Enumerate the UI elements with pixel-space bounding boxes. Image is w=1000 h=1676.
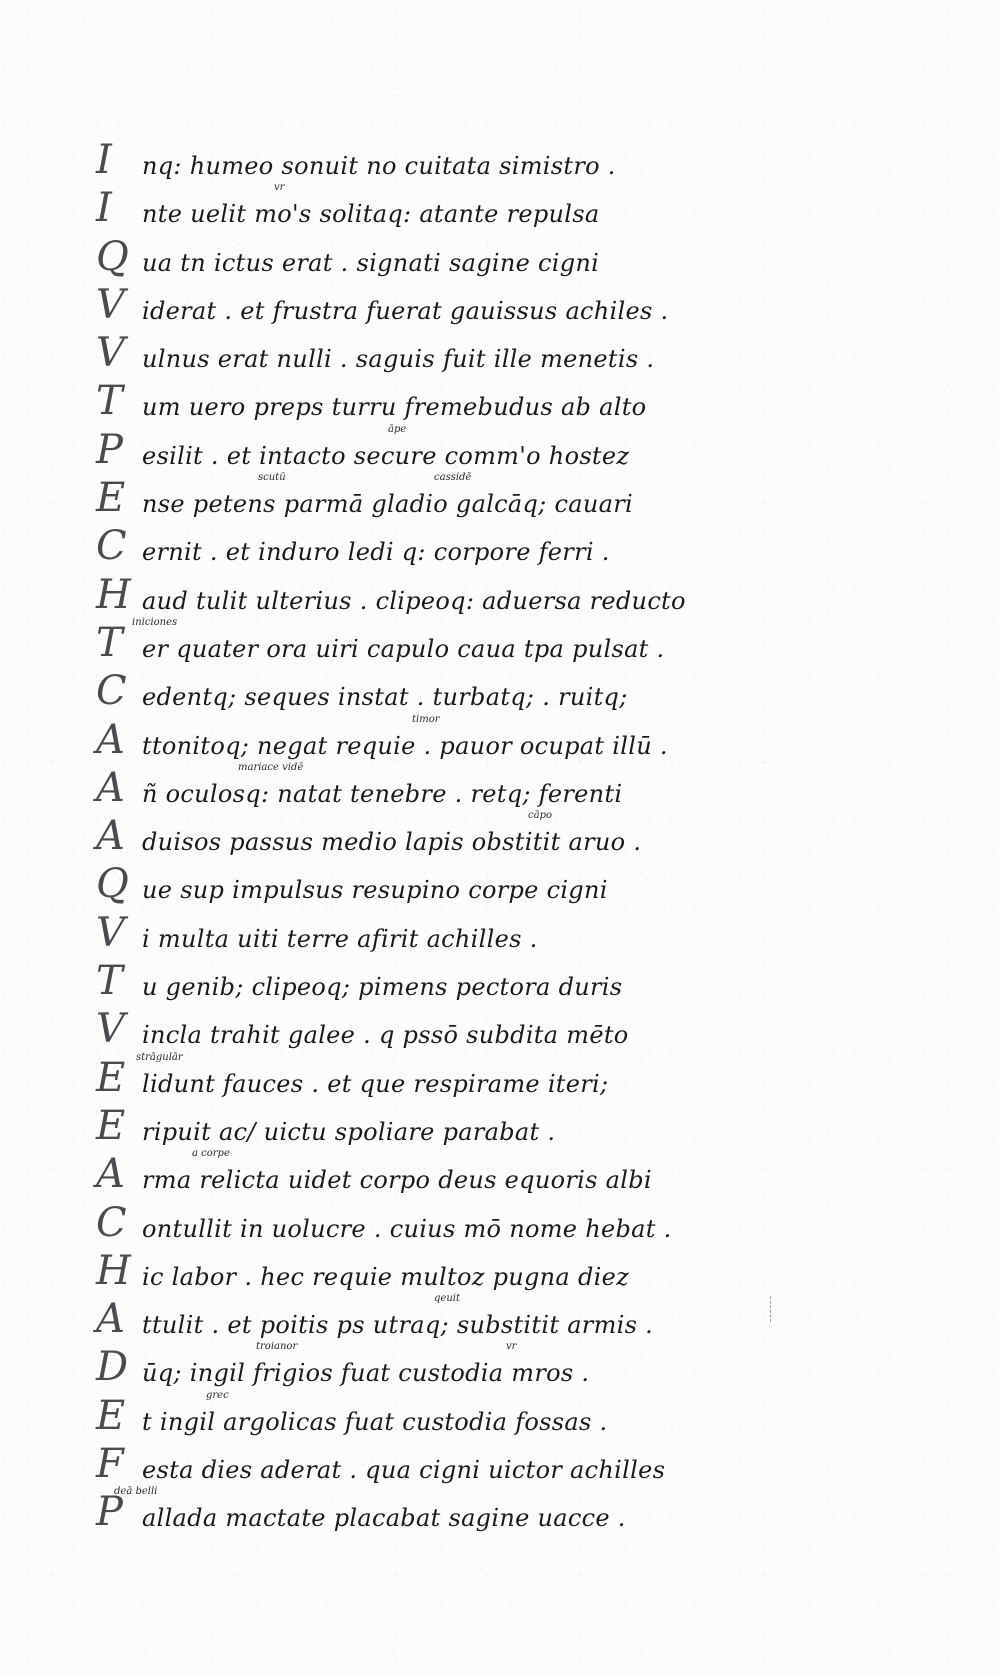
interlinear-gloss: deā belli bbox=[114, 1486, 158, 1498]
verse-line bbox=[96, 810, 716, 870]
verse-line bbox=[96, 1247, 716, 1305]
verse-text: ulnus erat nulli . saguis fuit ille menetis . bbox=[142, 345, 655, 374]
verse-text: ūq; ingil frigios fuat custodia mros . bbox=[142, 1359, 590, 1388]
interlinear-gloss: iniciones bbox=[132, 616, 178, 628]
interlinear-gloss: cassidē bbox=[434, 472, 472, 484]
verse-initial: H bbox=[96, 571, 131, 618]
verse-initial: V bbox=[96, 1006, 125, 1053]
verse-text: aud tulit ulterius . clipeoq: aduersa reducto bbox=[142, 586, 686, 615]
interlinear-gloss: grec bbox=[206, 1389, 229, 1401]
verse-text: ernit . et induro ledi q: corpore ferri . bbox=[142, 538, 610, 567]
verse-text: ue sup impulsus resupino corpe cigni bbox=[142, 876, 608, 905]
interlinear-gloss: mariace vidē bbox=[238, 761, 304, 773]
verse-line bbox=[96, 1441, 716, 1498]
verse-initial: T bbox=[96, 958, 123, 1005]
interlinear-gloss: qeuit bbox=[434, 1293, 460, 1305]
verse-initial: T bbox=[96, 378, 123, 425]
verse-text: rma relicta uidet corpo deus equoris albi bbox=[142, 1166, 652, 1195]
verse-initial: H bbox=[96, 1247, 131, 1294]
verse-line bbox=[96, 1148, 716, 1208]
interlinear-gloss: scutū bbox=[258, 472, 286, 484]
verse-text: allada mactate placabat sagine uacce . bbox=[142, 1504, 626, 1533]
verse-text: ua tn ictus erat . signati sagine cigni bbox=[142, 248, 600, 277]
verse-initial: A bbox=[96, 813, 125, 860]
verse-initial: A bbox=[96, 1151, 125, 1198]
verse-initial: T bbox=[96, 619, 123, 666]
verse-text: t ingil argolicas fuat custodia fossas . bbox=[142, 1407, 608, 1436]
verse-initial: Q bbox=[96, 233, 129, 280]
verse-line bbox=[96, 761, 716, 822]
verse-initial: F bbox=[96, 1441, 124, 1488]
verse-line bbox=[96, 668, 716, 725]
verse-line bbox=[96, 523, 716, 580]
interlinear-gloss: vr bbox=[506, 1341, 517, 1353]
verse-line bbox=[96, 182, 716, 242]
verse-initial: E bbox=[96, 1054, 126, 1101]
verse-text: esta dies aderat . qua cigni uictor achilles bbox=[142, 1456, 666, 1485]
verse-text: esilit . et intacto secure comm'o hostez bbox=[142, 441, 630, 470]
interlinear-gloss: āpe bbox=[388, 423, 407, 435]
verse-line bbox=[96, 423, 716, 484]
verse-text: iderat . et frustra fuerat gauissus achiles . bbox=[142, 296, 669, 325]
interlinear-gloss: a corpe bbox=[192, 1148, 230, 1160]
verse-initial: P bbox=[96, 426, 123, 473]
verse-initial: I bbox=[96, 137, 112, 183]
interlinear-gloss: cāpo bbox=[528, 810, 552, 822]
verse-initial: A bbox=[96, 716, 125, 763]
verse-line bbox=[96, 909, 716, 967]
verse-line bbox=[96, 1293, 716, 1353]
verse-text: ic labor . hec requie multoz pugna diez bbox=[142, 1262, 630, 1291]
verse-text: nte uelit mo's solitaq: atante repulsa bbox=[142, 200, 600, 229]
manuscript-text-block bbox=[96, 137, 716, 1547]
verse-initial: V bbox=[96, 909, 125, 956]
verse-line bbox=[96, 571, 716, 629]
verse-line bbox=[96, 472, 716, 532]
verse-line bbox=[96, 137, 716, 194]
verse-text: i multa uiti terre afirit achilles . bbox=[142, 924, 538, 953]
verse-text: ttonitoq; negat requie . pauor ocupat illū . bbox=[142, 731, 668, 760]
verse-text: ontullit in uolucre . cuius mō nome hebat . bbox=[142, 1214, 672, 1243]
verse-text: er quater ora uiri capulo caua tpa pulsat . bbox=[142, 634, 665, 663]
verse-line bbox=[96, 713, 716, 774]
verse-text: nse petens parmā gladio galcāq; cauari bbox=[142, 490, 633, 519]
interlinear-gloss: strāgulār bbox=[136, 1051, 183, 1063]
margin-mark bbox=[770, 1296, 775, 1322]
verse-line bbox=[96, 281, 716, 339]
verse-line bbox=[96, 1389, 716, 1450]
verse-line bbox=[96, 330, 716, 387]
verse-line bbox=[96, 1486, 716, 1546]
verse-initial: Q bbox=[96, 861, 129, 908]
verse-initial: D bbox=[96, 1344, 129, 1391]
interlinear-gloss: vr bbox=[274, 182, 285, 194]
verse-text: duisos passus medio lapis obstitit aruo . bbox=[142, 828, 642, 857]
verse-initial: V bbox=[96, 281, 125, 328]
verse-initial: A bbox=[96, 1296, 125, 1343]
verse-line bbox=[96, 1341, 716, 1401]
verse-initial: E bbox=[96, 1102, 126, 1149]
verse-initial: C bbox=[96, 668, 127, 715]
verse-text: ttulit . et poitis ps utraq; substitit armis . bbox=[142, 1311, 654, 1340]
verse-text: ripuit ac/ uictu spoliare parabat . bbox=[142, 1117, 556, 1146]
verse-text: edentq; seques instat . turbatq; . ruitq; bbox=[142, 683, 628, 712]
verse-initial: V bbox=[96, 330, 125, 377]
verse-text: nq: humeo sonuit no cuitata simistro . bbox=[142, 152, 616, 180]
verse-initial: A bbox=[96, 764, 125, 811]
verse-line bbox=[96, 1006, 716, 1063]
verse-text: um uero preps turru fremebudus ab alto bbox=[142, 393, 647, 422]
verse-text: lidunt fauces . et que respirame iteri; bbox=[142, 1069, 609, 1098]
verse-initial: I bbox=[96, 185, 112, 232]
verse-line bbox=[96, 958, 716, 1015]
interlinear-gloss: timor bbox=[412, 713, 440, 725]
verse-initial: E bbox=[96, 1392, 126, 1439]
verse-line bbox=[96, 233, 716, 291]
verse-text: incla trahit galee . q pssō subdita mēto bbox=[142, 1021, 629, 1050]
verse-line bbox=[96, 616, 716, 677]
verse-initial: E bbox=[96, 475, 126, 522]
verse-initial: P bbox=[96, 1489, 123, 1536]
verse-initial: C bbox=[96, 523, 127, 570]
verse-line bbox=[96, 861, 716, 918]
interlinear-gloss: troianor bbox=[256, 1341, 298, 1353]
verse-initial: C bbox=[96, 1199, 127, 1246]
verse-line bbox=[96, 1102, 716, 1160]
verse-line bbox=[96, 1051, 716, 1112]
verse-text: u genib; clipeoq; pimens pectora duris bbox=[142, 973, 623, 1002]
verse-text: ñ oculosq: natat tenebre . retq; ferenti bbox=[142, 779, 623, 808]
verse-line bbox=[96, 1199, 716, 1257]
